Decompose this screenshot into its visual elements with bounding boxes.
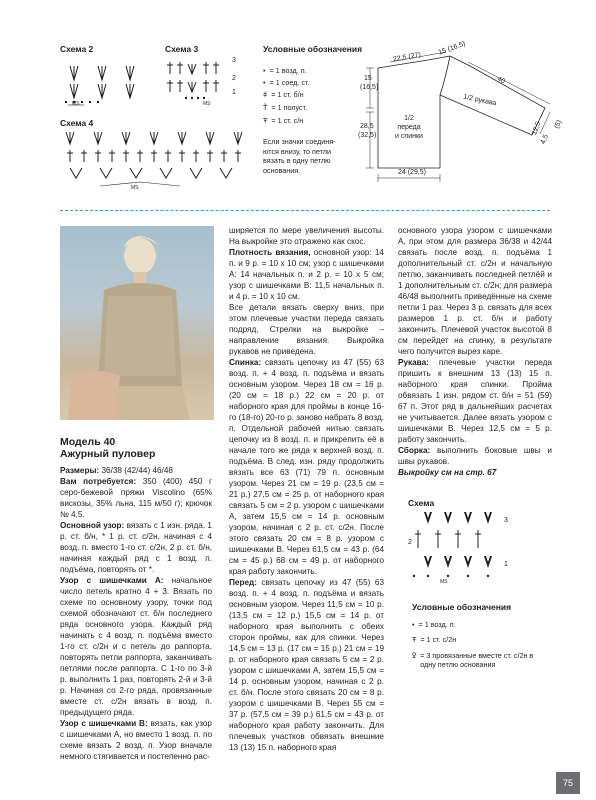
chain-stitch-icon: •	[263, 65, 266, 75]
dim-bottom: 24 (29,5)	[398, 169, 427, 176]
bottom-scheme-row-1: 1	[504, 561, 508, 568]
double-treble-icon: Ŧ	[412, 634, 417, 644]
legend-row: • = 1 возд. п.	[263, 65, 307, 75]
scheme-4-ms: MS	[131, 185, 139, 191]
bottom-scheme-diagram	[410, 508, 500, 586]
sleeve-label: 1/2 рукава	[462, 93, 498, 108]
paragraph: Все детали вязать сверху вниз, при этом плечевые участки переда связать подряд. Стрелки на выкройке – направление вязания. Выкройка рукавов не приведена.	[229, 303, 384, 356]
text-column-1	[60, 465, 212, 762]
scheme-2-title: Схема 2	[60, 44, 94, 54]
paragraph: Рукава: плечевые участки переда пришить к внешним 13 (13) 15 п. наборного края спинки. Пройма обвязать 1 изн. рядом ст. б/н = 51 (59) 67 п. Этот ряд в дальнейших расчетах не учитывается. Далее вязать узором с шишечками В. Через 12,5 см = 5 р. работу закончить.	[398, 358, 552, 444]
bottom-scheme-row-2: 2	[408, 539, 412, 546]
scheme-3-title: Схема 3	[165, 44, 199, 54]
scheme-3-diagram	[166, 56, 236, 108]
legend-row: Ŧ = 1 ст. с/2н	[412, 634, 457, 644]
bottom-scheme-title: Схема	[408, 498, 435, 508]
legend-row: ꝿ = 3 провязанные вместе ст. с/2н в одну петлю основания	[412, 651, 534, 669]
paragraph: Сборка: выполнить боковые швы и швы рукавов.	[398, 446, 552, 466]
double-crochet-icon: Ŧ	[263, 116, 268, 125]
legend-row: • = 1 соед. ст.	[263, 77, 310, 87]
page-number: 75	[556, 772, 580, 794]
dim-285: 28,5	[360, 123, 374, 130]
scheme-3-row-2: 2	[232, 75, 236, 82]
legend-row: ǂ = 1 ст. б/н	[263, 90, 304, 99]
text-column-3	[398, 225, 552, 478]
paragraph: Выкройку см на стр. 67	[398, 468, 497, 477]
model-title: Модель 40	[60, 436, 116, 448]
paragraph: Перед: связать цепочку из 47 (55) 63 возд. п. + 4 возд. п. подъёма и вязать основным узором. Через 11,5 см = 10 р. (13,5 см = 12 р.) 15,5 см = 14 р. от наборного края выполнить с обеих сторон проймы, как для спинки. Через 14,5 см = 13 р. (17 см = 15 р.) 21 см = 19 р. от наборного края связать 5 см = 2 р. узором с шишечками А, затем 15,5 см = 14 р. основным узором, начиная с 2 р. ст. б/н. После этого связать 20 см = 8 р. узором с шишечками В. Через 55 см = 37 р. (57,5 см = 39 р.) 61,5 см = 43 р. от наборного края работу закончить. Для плечевых участков обвязать внешние 13 (13) 15 п. наборного края	[229, 578, 384, 752]
paragraph: Спинка: связать цепочку из 47 (55) 63 возд. п. + 4 возд. п. подъёма и вязать основным узором. Через 18 см = 16 р. (20 см = 18 р.) 22 см = 20 р. от наборного края для проймы в конце 16-го (18-го) 20-го р. заново набрать 8 возд. п. Отдельной рабочей нитью связать цепочку из 8 возд. п. и прикрепить её в начале того же ряда к верхней возд. п. подъёма. В след. изн. ряду продолжить вязать все 63 (71) 79 п. основным узором. Через 21 см = 19 р. (23,5 см = 21 р.) 27,5 см = 25 р. от наборного края связать 5 см = 2 р. узором с шишечками А, затем 15,5 см = 14 р. основным узором, начиная с 2 р. ст. с/2н. После этого связать 20 см = 8 р. узором с шишечками В. Через 61,5 см = 43 р. (64 см = 45 р.) 68 см = 49 р. от наборного края работу закончить.	[229, 358, 384, 576]
legend-title: Условные обозначения	[263, 44, 363, 54]
scheme-4-title: Схема 4	[60, 118, 94, 128]
dim-125: 12,5	[531, 120, 543, 137]
legend-row: Ť = 1 полуст.	[263, 103, 308, 112]
legend-note: Если значки соединя-ются внизу, то петли вязать в одну петлю основания.	[263, 137, 336, 175]
single-crochet-icon: ǂ	[263, 90, 268, 99]
dim-40: 40	[495, 75, 506, 86]
bottom-legend-title: Условные обозначения	[412, 602, 512, 612]
legend-row: Ŧ = 1 ст. с/н	[263, 116, 304, 125]
scheme-3-row-1: 1	[232, 89, 236, 96]
dim-5: (5)	[553, 119, 564, 130]
section-divider	[60, 210, 550, 211]
dim-225-27: 22,5 (27)	[392, 51, 422, 64]
slip-stitch-icon: •	[263, 77, 266, 87]
scheme-2-ms: MS	[72, 101, 80, 107]
dim-15-165: 15 (16,5)	[437, 40, 467, 57]
model-subtitle: Ажурный пуловер	[60, 448, 156, 460]
paragraph: ширяется по мере увеличения высоты. На выкройке это отражено как скос.	[229, 226, 384, 246]
scheme-3-ms: MS	[203, 101, 211, 107]
bottom-scheme-ms: MS	[440, 579, 448, 585]
bottom-legend-list	[412, 618, 552, 675]
chain-stitch-icon: •	[412, 620, 415, 629]
paragraph: основного узора узором с шишечками А, при этом для размера 36/38 и 42/44 связать после возд. п. подъёма 1 дополнительный ст. с/2н и начальную петлю, заканчивать последней петлёй и 1 дополнительным ст. с/2н; для размера 46/48 выполнить приведённые на схеме петли 1 раз. Через 3 р. связать для всех размеров 1 р. ст. б/н и работу закончить. Плечевой участок высотой 8 см перейдет на спинку, в результате чего получится вырез каре.	[398, 226, 552, 356]
paragraph: Плотность вязания, основной узор: 14 п. и 9 р. = 10 х 10 см; узор с шишечками А: 14 начальных п. и 2 р. = 10 х 5 см; узор с шишечками В: 11,5 начальных п. и 4 р. = 10 х 10 см.	[229, 248, 384, 301]
paragraph: Вам потребуется: 350 (400) 450 г серо-бежевой пряжи Viscolino (65% вискозы, 35% льна, 115 м/50 г); крючок № 4,5.	[60, 477, 212, 519]
half-double-crochet-icon: Ť	[263, 103, 268, 112]
paragraph: Размеры: 36/38 (42/44) 46/48	[60, 466, 173, 475]
dim-45: 4,5	[539, 133, 550, 146]
dim-325: (32,5)	[358, 132, 377, 139]
dim-15: 15	[364, 75, 372, 82]
legend-row: • = 1 возд. п.	[412, 620, 456, 629]
front-back-label: 1/2 переда и спинки	[395, 115, 423, 140]
legend-list	[263, 64, 363, 127]
photo-figure	[60, 226, 214, 420]
scheme-4-diagram	[60, 128, 250, 190]
paragraph: Основной узор: вязать с 1 изн. ряда. 1 р. ст. б/н, * 1 р. ст. с/2н, начиная с 4 возд. п. вместо 1-го ст. с/2н, 2 р. ст. б/н, начиная каждый ряд с 1 возд. п. подъёма, повторять от *.	[60, 521, 212, 574]
text-column-2	[229, 225, 384, 753]
bottom-scheme-row-3: 3	[504, 517, 508, 524]
model-photo	[60, 226, 214, 420]
dim-165: (16,5)	[360, 84, 379, 91]
scheme-3-row-3: 3	[232, 57, 236, 64]
paragraph: Узор с шишечками В: вязать, как узор с шишечками А, но вместо 1 возд. п. по схеме вязать 2 возд. п. Узор вначале немного стягивается и постепенно рас-	[60, 719, 212, 761]
paragraph: Узор с шишечками А: начальное число петель кратно 4 + 3. Вязать по схеме по основному узору, точки под схемой обозначают ст. б/н последнего ряда основного узора. Каждый ряд начинать с 4 возд. п. подъёма вместо 1-го ст. с/2н и с петель до раппорта, повторять петли раппорта, заканчивать петлями после раппорта. С 1-го по 3-й р. выполнить 1 раз, повторять 2-й и 3-й р. Начиная со 2-го ряда, провязанные вместе ст. с/2н вязать в возд. п. предыдущего ряда.	[60, 576, 212, 717]
cluster-icon: ꝿ	[412, 651, 417, 660]
